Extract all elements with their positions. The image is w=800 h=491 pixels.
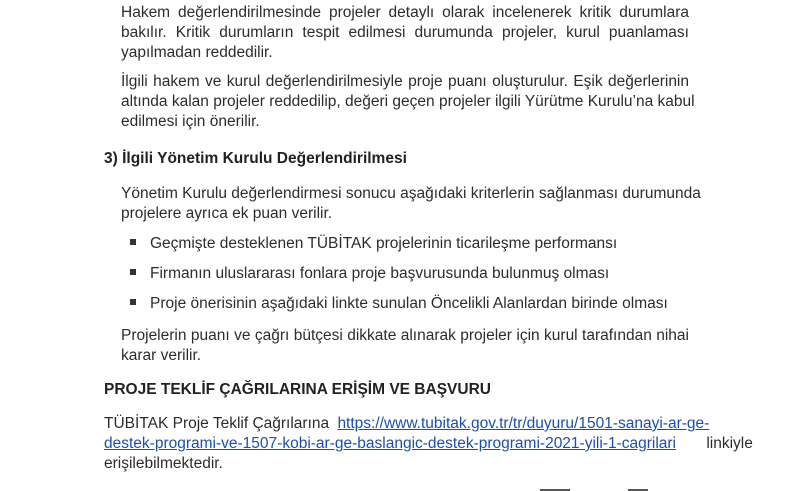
paragraph-line: Yönetim Kurulu değerlendirmesi sonucu aşağıdaki kriterlerin sağlanması durumunda [121, 185, 701, 202]
paragraph-line [104, 414, 710, 434]
section-heading-access: PROJE TEKLİF ÇAĞRILARINA ERİŞİM VE BAŞVURU [104, 381, 491, 398]
paragraph-line [104, 434, 753, 454]
call-announcement-link-continued[interactable]: destek-programi-ve-1507-kobi-ar-ge-baslangic-destek-programi-2021-yili-1-cagrilari [104, 435, 677, 452]
bullet-text: Geçmişte desteklenen TÜBİTAK projelerinin ticarileşme performansı [150, 235, 618, 252]
bullet-item [130, 294, 668, 314]
paragraph-line: erişilebilmektedir. [104, 455, 223, 472]
paragraph-line: Projelerin puanı ve çağrı bütçesi dikkate alınarak projeler için kurul tarafından nihai [121, 327, 689, 344]
bullet-item [130, 234, 617, 254]
paragraph-score-threshold [121, 72, 695, 132]
paragraph-board-intro [121, 184, 701, 224]
paragraph-line: Hakem değerlendirilmesinde projeler detaylı olarak incelenerek kritik durumlara [121, 4, 689, 21]
paragraph-hakem-review [121, 3, 689, 63]
paragraph-line: edilmesi için önerilir. [121, 113, 260, 130]
bullet-text: Firmanın uluslararası fonlara proje başvurusunda bulunmuş olması [150, 265, 610, 282]
bullet-square-icon [130, 269, 136, 275]
paragraph-final-decision [121, 326, 689, 366]
bullet-square-icon [130, 239, 136, 245]
access-text-prefix: TÜBİTAK Proje Teklif Çağrılarına [104, 415, 330, 432]
call-announcement-link[interactable]: https://www.tubitak.gov.tr/tr/duyuru/1501-sanayi-ar-ge- [337, 415, 710, 432]
paragraph-line: İlgili hakem ve kurul değerlendirilmesiyle proje puanı oluşturulur. Eşik değerlerinin [121, 73, 689, 90]
paragraph-line: altında kalan projeler reddedilip, değeri geçen projeler ilgili Yürütme Kurulu’na kabul [121, 93, 695, 110]
paragraph-line: yapılmadan reddedilir. [121, 44, 273, 61]
bullet-text: Proje önerisinin aşağıdaki linkte sunulan Öncelikli Alanlardan birinde olması [150, 295, 668, 312]
access-text-suffix: linkiyle [706, 435, 753, 452]
paragraph-line: bakılır. Kritik durumların tespit edilmesi durumunda projeler, kurul puanlaması [121, 24, 689, 41]
section-heading-board-evaluation: 3) İlgili Yönetim Kurulu Değerlendirilmesi [104, 150, 407, 167]
paragraph-line: karar verilir. [121, 347, 202, 364]
paragraph-access [104, 414, 753, 474]
bullet-square-icon [130, 299, 136, 305]
paragraph-line: projelere ayrıca ek puan verilir. [121, 205, 333, 222]
bullet-item [130, 264, 609, 284]
